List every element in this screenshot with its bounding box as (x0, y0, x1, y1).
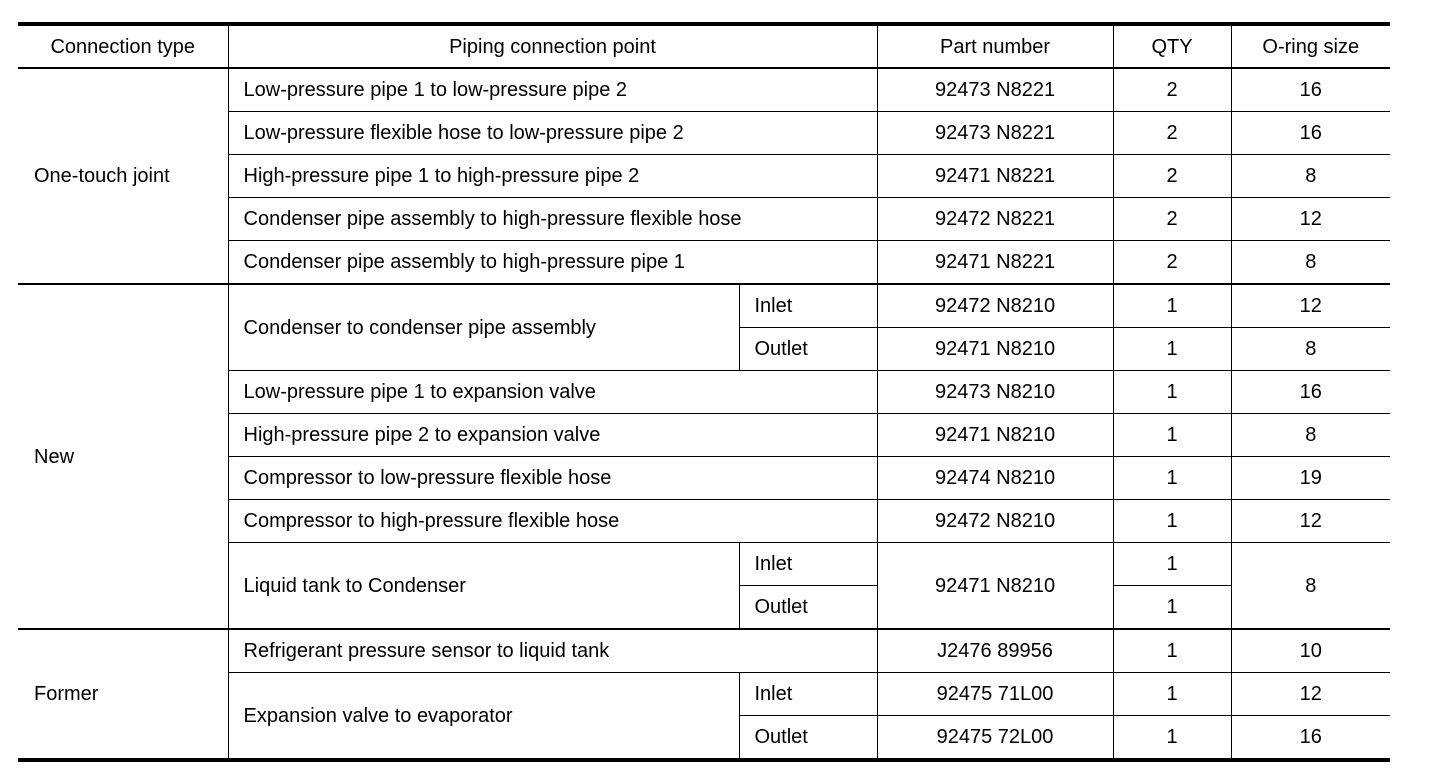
oring-size: 8 (1231, 155, 1390, 198)
part-number: 92475 71L00 (877, 673, 1113, 716)
oring-size: 8 (1231, 241, 1390, 285)
piping-point: Compressor to low-pressure flexible hose (228, 457, 877, 500)
oring-size: 12 (1231, 500, 1390, 543)
qty: 1 (1113, 371, 1231, 414)
piping-point: Low-pressure pipe 1 to expansion valve (228, 371, 877, 414)
piping-point: High-pressure pipe 1 to high-pressure pipe 2 (228, 155, 877, 198)
table-row (18, 284, 1390, 328)
table-container (18, 22, 1390, 762)
header-part-number: Part number (877, 24, 1113, 68)
inlet-label: Inlet (739, 284, 877, 328)
part-number: 92474 N8210 (877, 457, 1113, 500)
qty: 2 (1113, 112, 1231, 155)
outlet-label: Outlet (739, 716, 877, 761)
oring-size: 16 (1231, 371, 1390, 414)
oring-size: 8 (1231, 328, 1390, 371)
table-row (18, 68, 1390, 112)
piping-point: Low-pressure flexible hose to low-pressure pipe 2 (228, 112, 877, 155)
oring-size: 16 (1231, 68, 1390, 112)
oring-size: 8 (1231, 543, 1390, 630)
header-qty: QTY (1113, 24, 1231, 68)
part-number: 92472 N8221 (877, 198, 1113, 241)
part-number: 92471 N8221 (877, 241, 1113, 285)
part-number: J2476 89956 (877, 629, 1113, 673)
piping-point: Condenser pipe assembly to high-pressure pipe 1 (228, 241, 877, 285)
group-former: Former (18, 629, 228, 760)
piping-point: Compressor to high-pressure flexible hose (228, 500, 877, 543)
part-number: 92473 N8210 (877, 371, 1113, 414)
piping-point: Expansion valve to evaporator (228, 673, 739, 761)
oring-size: 12 (1231, 673, 1390, 716)
part-number: 92471 N8221 (877, 155, 1113, 198)
part-number: 92472 N8210 (877, 284, 1113, 328)
oring-size: 16 (1231, 112, 1390, 155)
oring-size: 12 (1231, 198, 1390, 241)
outlet-label: Outlet (739, 586, 877, 630)
part-number: 92472 N8210 (877, 500, 1113, 543)
qty: 1 (1113, 414, 1231, 457)
qty: 1 (1113, 673, 1231, 716)
piping-point: High-pressure pipe 2 to expansion valve (228, 414, 877, 457)
qty: 1 (1113, 586, 1231, 630)
header-row (18, 24, 1390, 68)
o-ring-table (18, 22, 1390, 762)
part-number: 92471 N8210 (877, 328, 1113, 371)
oring-size: 16 (1231, 716, 1390, 761)
qty: 1 (1113, 284, 1231, 328)
piping-point: Liquid tank to Condenser (228, 543, 739, 630)
oring-size: 8 (1231, 414, 1390, 457)
piping-point: Low-pressure pipe 1 to low-pressure pipe 2 (228, 68, 877, 112)
qty: 1 (1113, 457, 1231, 500)
qty: 1 (1113, 500, 1231, 543)
inlet-label: Inlet (739, 673, 877, 716)
group-one-touch-joint: One-touch joint (18, 68, 228, 284)
outlet-label: Outlet (739, 328, 877, 371)
inlet-label: Inlet (739, 543, 877, 586)
header-oring-size: O-ring size (1231, 24, 1390, 68)
oring-size: 10 (1231, 629, 1390, 673)
oring-size: 19 (1231, 457, 1390, 500)
qty: 1 (1113, 328, 1231, 371)
piping-point: Condenser to condenser pipe assembly (228, 284, 739, 371)
part-number: 92473 N8221 (877, 68, 1113, 112)
header-piping-connection-point: Piping connection point (228, 24, 877, 68)
qty: 2 (1113, 241, 1231, 285)
header-connection-type: Connection type (18, 24, 228, 68)
group-new: New (18, 284, 228, 629)
piping-point: Condenser pipe assembly to high-pressure flexible hose (228, 198, 877, 241)
part-number: 92475 72L00 (877, 716, 1113, 761)
qty: 2 (1113, 68, 1231, 112)
qty: 2 (1113, 155, 1231, 198)
oring-size: 12 (1231, 284, 1390, 328)
qty: 1 (1113, 629, 1231, 673)
part-number: 92471 N8210 (877, 414, 1113, 457)
piping-point: Refrigerant pressure sensor to liquid tank (228, 629, 877, 673)
qty: 1 (1113, 543, 1231, 586)
table-row (18, 629, 1390, 673)
qty: 2 (1113, 198, 1231, 241)
part-number: 92473 N8221 (877, 112, 1113, 155)
qty: 1 (1113, 716, 1231, 761)
part-number: 92471 N8210 (877, 543, 1113, 630)
